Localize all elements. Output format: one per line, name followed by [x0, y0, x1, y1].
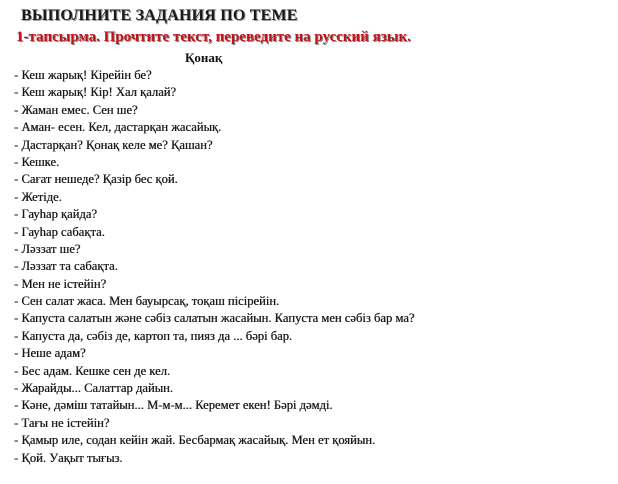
dialog-line: - Жаман емес. Сен ше? — [14, 102, 138, 117]
dialog-line: - Кеш жарық! Кірейін бе? — [14, 68, 152, 82]
dialog-line: - Неше адам? — [14, 346, 86, 361]
dialog-line: - Гауһар қайда? — [14, 207, 97, 222]
dialog-line: - Дастарқан? Қонақ келе ме? Қашан? — [14, 137, 213, 152]
dialog-line: - Жетіде. — [14, 189, 62, 204]
task-instruction: 1-тапсырма. Прочтите текст, переведите на русский язык. — [16, 29, 411, 45]
dialog-line: - Капуста салатын және сәбіз салатын жасайын. Капуста мен сәбіз бар ма? — [14, 311, 415, 326]
dialog-line: - Мен не істейін? — [14, 276, 107, 291]
dialog-line: - Ләззат та сабақта. — [14, 259, 118, 274]
dialog-line: - Бес адам. Кешке сен де кел. — [14, 363, 171, 378]
dialog-title: Қонақ — [185, 50, 223, 65]
dialog-line: - Қамыр иле, содан кейін жай. Бесбармақ жасайық. Мен ет қояйын. — [14, 433, 376, 448]
dialog-lines — [14, 67, 414, 467]
page-title: ВЫПОЛНИТЕ ЗАДАНИЯ ПО ТЕМЕ — [21, 7, 298, 24]
dialog-line: - Қой. Уақыт тығыз. — [14, 450, 123, 465]
dialog-line: - Кәне, дәміш татайын... М-м-м... Керемет екен! Бәрі дәмді. — [14, 398, 333, 413]
dialog-line: - Аман- есен. Кел, дастарқан жасайық. — [14, 120, 222, 135]
dialog-line: - Гауһар сабақта. — [14, 224, 105, 239]
dialog-line: - Сағат нешеде? Қазір бес қой. — [14, 172, 178, 187]
dialog-line: - Жарайды... Салаттар дайын. — [14, 381, 173, 396]
dialog-line: - Ләззат ше? — [14, 241, 81, 256]
dialog-line: - Сен салат жаса. Мен бауырсақ, тоқаш пісірейін. — [14, 294, 280, 309]
dialog-line: - Кешке. — [14, 154, 60, 169]
dialog-line: - Тағы не істейін? — [14, 415, 110, 430]
dialog-line: - Кеш жарық! Кір! Хал қалай? — [14, 85, 176, 100]
dialog-line: - Капуста да, сәбіз де, картоп та, пияз да ... бәрі бар. — [14, 328, 293, 343]
